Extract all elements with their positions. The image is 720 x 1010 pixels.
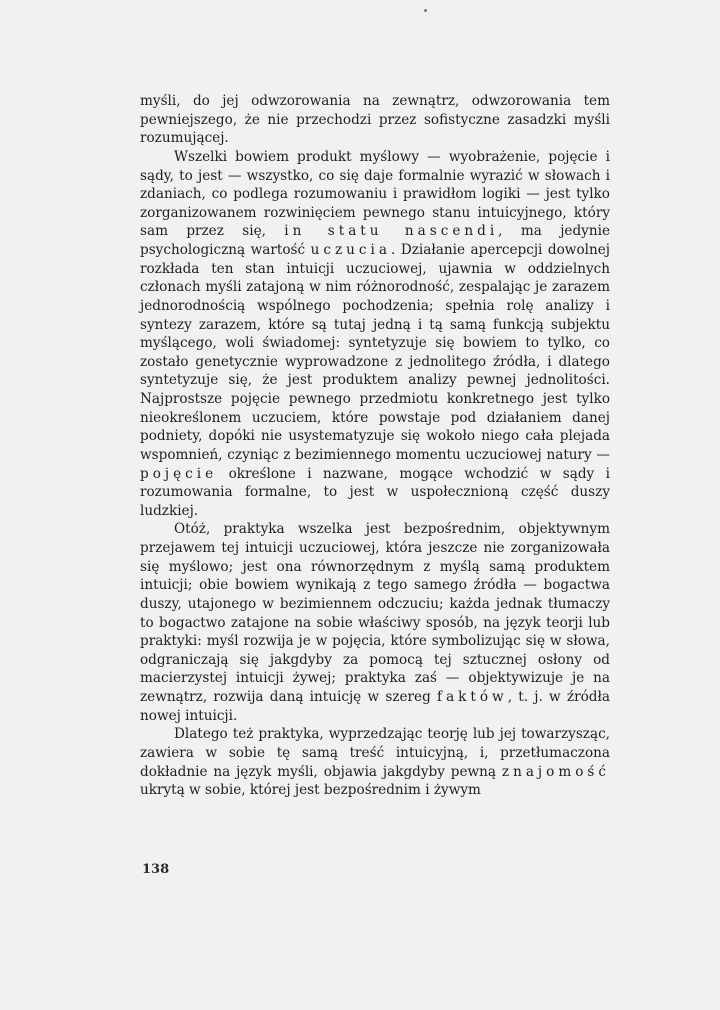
- body-text: [140, 92, 610, 800]
- paragraph-3: [140, 520, 610, 725]
- text-run: , ma jedynie psychologiczną wartość: [140, 223, 610, 258]
- text-run: Otóż, praktyka wszelka jest bezpośrednim, objektywnym przejawem tej intuicji uczuciowej, która jeszcze nie zorganizowała się myślowo; jest ona równorzędnym z myślą samą produktem intuicji; obie bowiem wynikają z tego samego źródła — bogactwa duszy, utajonego w bezimiennem odczuciu; każda jednak tłumaczy to bogactwo zatajone na sobie właściwy sposób, na język teorji lub praktyki: myśl rozwija je w pojęcia, które symbolizując się w słowa, odgraniczają się jakgdyby za pomocą tej sztucznej osłony od macierzystej intuicji żywej; praktyka zaś — objektywizuje je na zewnątrz, rozwija daną intuicję w szereg: [140, 521, 610, 705]
- print-speck: [424, 9, 427, 12]
- text-run: , t. j. w źródła nowej intuicji.: [140, 689, 610, 724]
- emphasis-spaced: pojęcie: [140, 465, 218, 482]
- text-run: myśli, do jej odwzorowania na zewnątrz, odwzorowania tem pewniejszego, że nie przechodzi przez sofistyczne zasadzki myśli rozumującej.: [140, 93, 610, 147]
- text-run: ukrytą w sobie, której jest bezpośrednim i żywym: [140, 782, 481, 799]
- text-run: określone i nazwane, mogące wchodzić w sądy i rozumowania formalne, to jest w uspołecznioną część duszy ludzkiej.: [140, 465, 610, 519]
- paragraph-4: [140, 725, 610, 800]
- text-run: . Działanie apercepcji dowolnej rozkłada ten stan intuicji uczuciowej, ujawnia w oddzielnych członach myśli zatajoną w nim różnorodność, zespalając je zarazem jednorodnością wspólnego pochodzenia; spełnia rolę analizy i syntezy zarazem, które są tutaj jedną i tą samą funkcją subjektu myślącego, woli świadomej: syntetyzuje się bowiem to tylko, co zostało genetycznie wyprowadzone z jednolitego źródła, i dlatego syntetyzuje się, że jest produktem analizy pewnej jednolitości. Najprostsze pojęcie pewnego przedmiotu konkretnego jest tylko nieokreślonem uczuciem, które powstaje pod działaniem danej podniety, dopóki nie usystematyzuje się wokoło niego cała plejada wspomnień, czyniąc z bezimiennego momentu uczuciowej natury —: [140, 242, 610, 463]
- paragraph-2: [140, 148, 610, 521]
- page-number: 138: [142, 862, 170, 877]
- emphasis-spaced: znajomość: [501, 763, 610, 780]
- emphasis-spaced: faktów: [437, 689, 508, 705]
- text-run: Wszelki bowiem produkt myślowy — wyobrażenie, pojęcie i sądy, to jest — wszystko, co się daje formalnie wyrazić w słowach i zdaniach, co podlega rozumowaniu i prawidłom logiki — jest tylko zorganizowanem rozwinięciem pewnego stanu intuicyjnego, który sam przez się,: [140, 148, 610, 240]
- emphasis-spaced: in statu nascendi: [284, 223, 499, 240]
- paragraph-1: [140, 92, 610, 148]
- text-run: Dlatego też praktyka, wyprzedzając teorję lub jej towarzysząc, zawiera w sobie tę samą treść intuicyjną, i, przetłumaczona dokładnie na język myśli, objawia jakgdyby pewną: [140, 726, 610, 780]
- emphasis-spaced: uczucia: [310, 242, 391, 258]
